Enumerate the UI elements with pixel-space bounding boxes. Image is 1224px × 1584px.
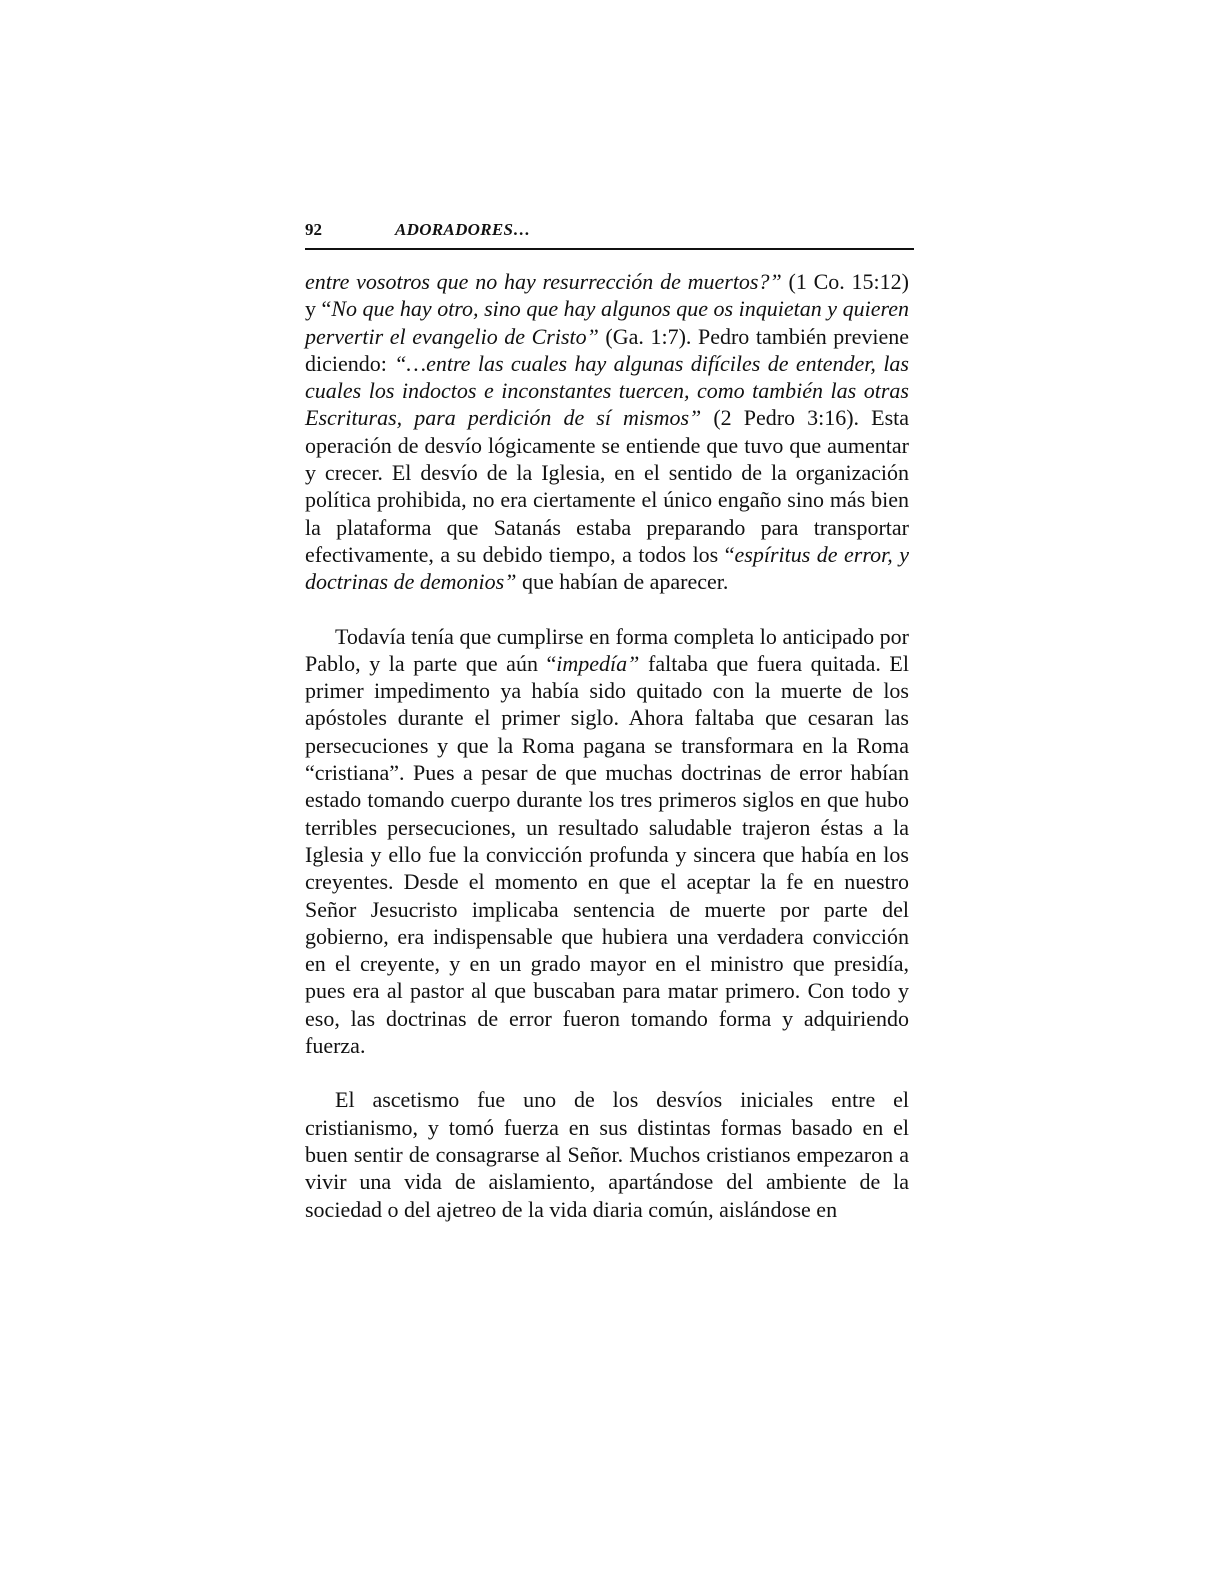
text-run: Todavía tenía que cumplirse en forma completa lo anticipado por Pablo, y la parte que aún “ (305, 623, 909, 676)
running-title: ADORADORES… (395, 220, 531, 239)
text-run: impedía” (556, 650, 640, 676)
text-run: que habían de aparecer. (516, 569, 729, 595)
text-run: (1 Co. 15:12) y “ (305, 269, 909, 322)
paragraph-3 (305, 1086, 909, 1222)
text-run: “…entre las cuales hay algunas difíciles de entender, las cuales los indoctos e inconstantes tuercen, como también las otras Escrituras, para perdición de sí mismos” (305, 350, 909, 431)
paragraph-2 (305, 623, 909, 1060)
text-run: No que hay otro, sino que hay algunos que os inquietan y quieren pervertir el evangelio de Cristo” (305, 296, 909, 349)
paragraph-1 (305, 268, 909, 596)
text-run: entre vosotros que no hay resurrección de muertos?” (305, 269, 782, 294)
text-run: (Ga. 1:7). Pedro también previene diciendo: (305, 323, 909, 376)
text-run: El ascetismo fue uno de los desvíos iniciales entre el cristianismo, y tomó fuerza en sus distintas formas basado en el buen sentir de consagrarse al Señor. Muchos cristianos empezaron a vivir una vida de aislamiento, apartándose del ambiente de la sociedad o del ajetreo de la vida diaria común, aislándose en (305, 1087, 909, 1222)
page-header (305, 220, 914, 250)
text-run: (2 Pedro 3:16). Esta operación de desvío lógicamente se entiende que tuvo que aumentar y crecer. El desvío de la Iglesia, en el sentido de la organización política prohibida, no era ciertamente el único engaño sino más bien la plataforma que Satanás estaba preparando para transportar efectivamente, a su debido tiempo, a todos los “ (305, 405, 910, 567)
page-number: 92 (305, 220, 322, 239)
text-run: espíritus de error, y doctrinas de demonios” (305, 541, 909, 595)
body-text (305, 268, 909, 1223)
text-run: faltaba que fuera quitada. El primer impedimento ya había sido quitado con la muerte de los apóstoles durante el primer siglo. Ahora faltaba que cesaran las persecuciones y que la Roma pagana se transformara en la Roma “cristiana”. Pues a pesar de que muchas doctrinas de error habían estado tomando cuerpo durante los tres primeros siglos en que hubo terribles persecuciones, un resultado saludable trajeron éstas a la Iglesia y ello fue la convicción profunda y sincera que había en los creyentes. Desde el momento en que el aceptar la fe en nuestro Señor Jesucristo implicaba sentencia de muerte por parte del gobierno, era indispensable que hubiera una verdadera convicción en el creyente, y en un grado mayor en el ministro que presidía, pues era al pastor al que buscaban para matar primero. Con todo y eso, las doctrinas de error fueron tomando forma y adquiriendo fuerza. (305, 650, 909, 1059)
